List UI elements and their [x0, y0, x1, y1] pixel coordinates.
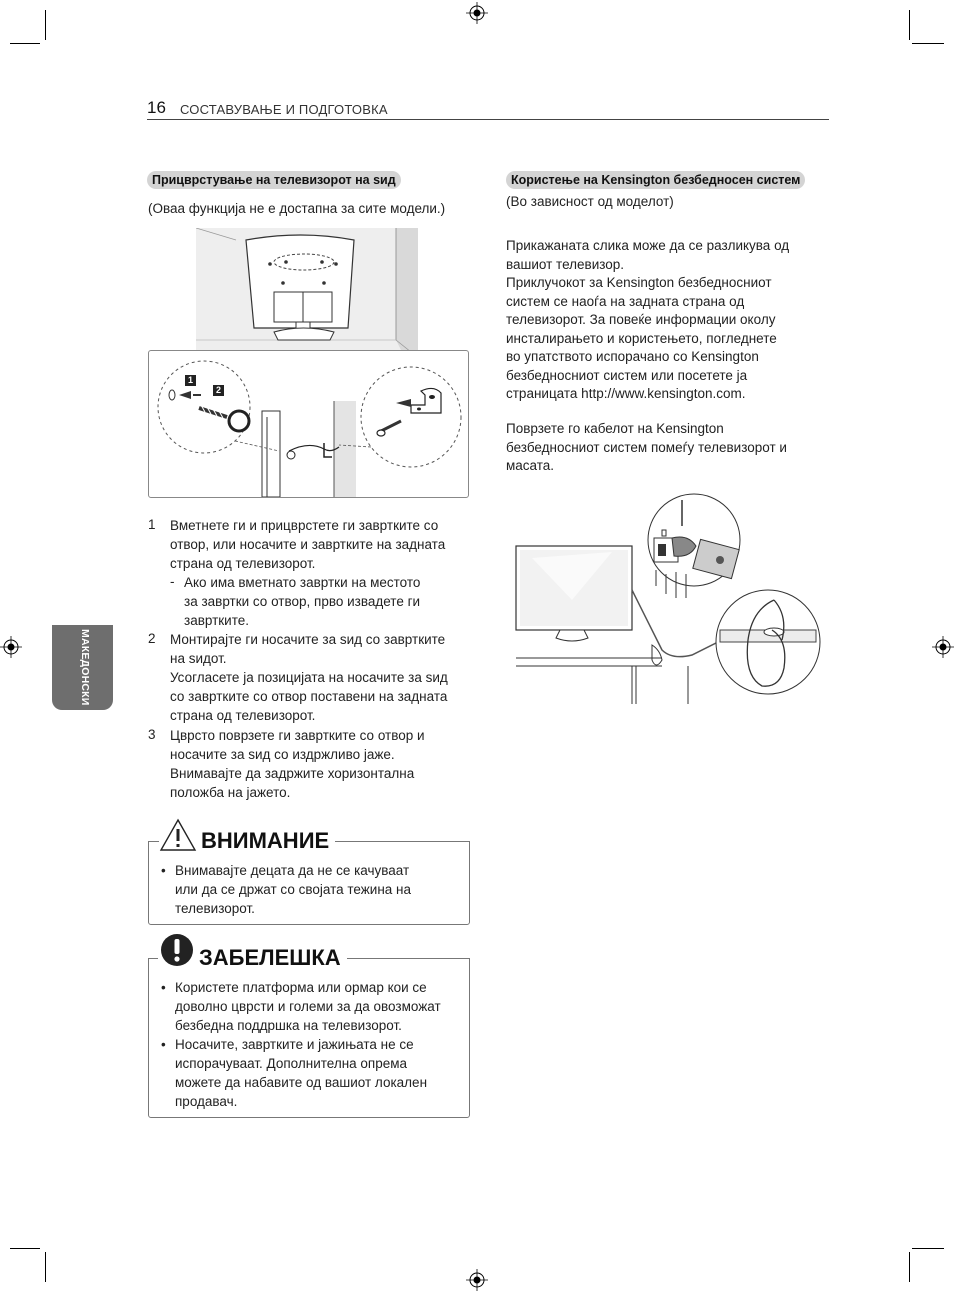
bullet-icon: •	[161, 980, 166, 995]
page-number: 16	[147, 98, 166, 117]
note-title: ЗАБЕЛЕШКА	[195, 945, 347, 971]
header-divider	[147, 119, 829, 120]
note-item: Користете платформа или ормар кои се доволно цврсти и големи за да овозможат безбедна поддршка на телевизорот.	[175, 980, 441, 1033]
crop-mark	[912, 1248, 944, 1249]
registration-mark-icon	[466, 1269, 488, 1291]
crop-mark	[45, 1252, 46, 1282]
crop-mark	[912, 43, 944, 44]
bullet-icon: •	[161, 863, 166, 878]
substep-dash: -	[170, 574, 175, 589]
kensington-lock-illustration	[512, 490, 822, 705]
step-number: 3	[148, 727, 156, 742]
callout-2: 2	[215, 385, 221, 395]
kensington-heading: Користење на Kensington безбедносен систем	[506, 171, 805, 189]
registration-mark-icon	[932, 636, 954, 658]
kensington-paragraph-1: Прикажаната слика може да се разликува од вашиот телевизор. Приклучокот за Kensington безбедносниот систем се наоѓа на задната страна од телевизорот. За повеќе информации околу инсталирањето и користењето, погледнете во упатството испорачано со Kensington безбедносниот систем или посетете ја страницата http://www.kensington.com.	[506, 238, 790, 401]
wall-mount-heading: Прицврстување на телевизорот на ѕид	[147, 171, 401, 189]
callout-1: 1	[187, 375, 193, 385]
section-title: СОСТАВУВАЊЕ И ПОДГОТОВКА	[180, 102, 388, 117]
language-tab	[52, 625, 113, 710]
step-number: 1	[148, 517, 156, 532]
step-3-text: Цврсто поврзете ги завртките со отвор и носачите за ѕид со издржливо јаже. Внимавајте да задржите хоризонтална положба на јажето.	[170, 728, 425, 800]
language-tab-label: МАКЕДОНСКИ	[79, 629, 91, 706]
crop-mark	[10, 43, 40, 44]
screw-bracket-illustration	[149, 351, 468, 497]
registration-mark-icon	[0, 636, 22, 658]
wall-mount-note: (Оваа функција не е достапна за сите модели.)	[148, 201, 446, 216]
note-item: Носачите, завртките и јажињата не се испорачуваат. Дополнителна опрема можете да набавите од вашиот локален продавач.	[175, 1037, 428, 1109]
substep-text: Ако има вметнато завртки на местото за завртки со отвор, прво извадете ги завртките.	[184, 575, 421, 628]
crop-mark	[909, 10, 910, 40]
screw-bracket-figure	[148, 350, 469, 498]
crop-mark	[10, 1248, 40, 1249]
kensington-note: (Во зависност од моделот)	[506, 194, 674, 209]
kensington-paragraph-2: Поврзете го кабелот на Kensington безбедносниот систем помеѓу телевизорот и масата.	[506, 421, 787, 473]
step-1-text: Вметнете ги и прицврстете ги завртките со отвор, или носачите и завртките на задната страна од телевизорот.	[170, 518, 446, 571]
crop-mark	[909, 1252, 910, 1282]
step-2-text: Монтирајте ги носачите за ѕид со завртките на ѕидот. Усогласете ја позицијата на носачите за ѕид со завртките со отвор поставени на задната страна од телевизорот.	[170, 632, 448, 723]
tv-wall-illustration	[196, 228, 418, 352]
bullet-icon: •	[161, 1037, 166, 1052]
crop-mark	[45, 10, 46, 40]
warning-triangle-icon	[159, 818, 197, 852]
caution-title: ВНИМАНИЕ	[197, 828, 335, 854]
step-number: 2	[148, 631, 156, 646]
exclamation-circle-icon	[158, 932, 198, 968]
caution-item: Внимавајте децата да не се качуваат или да се држат со својата тежина на телевизорот.	[175, 863, 411, 916]
registration-mark-icon	[466, 2, 488, 24]
